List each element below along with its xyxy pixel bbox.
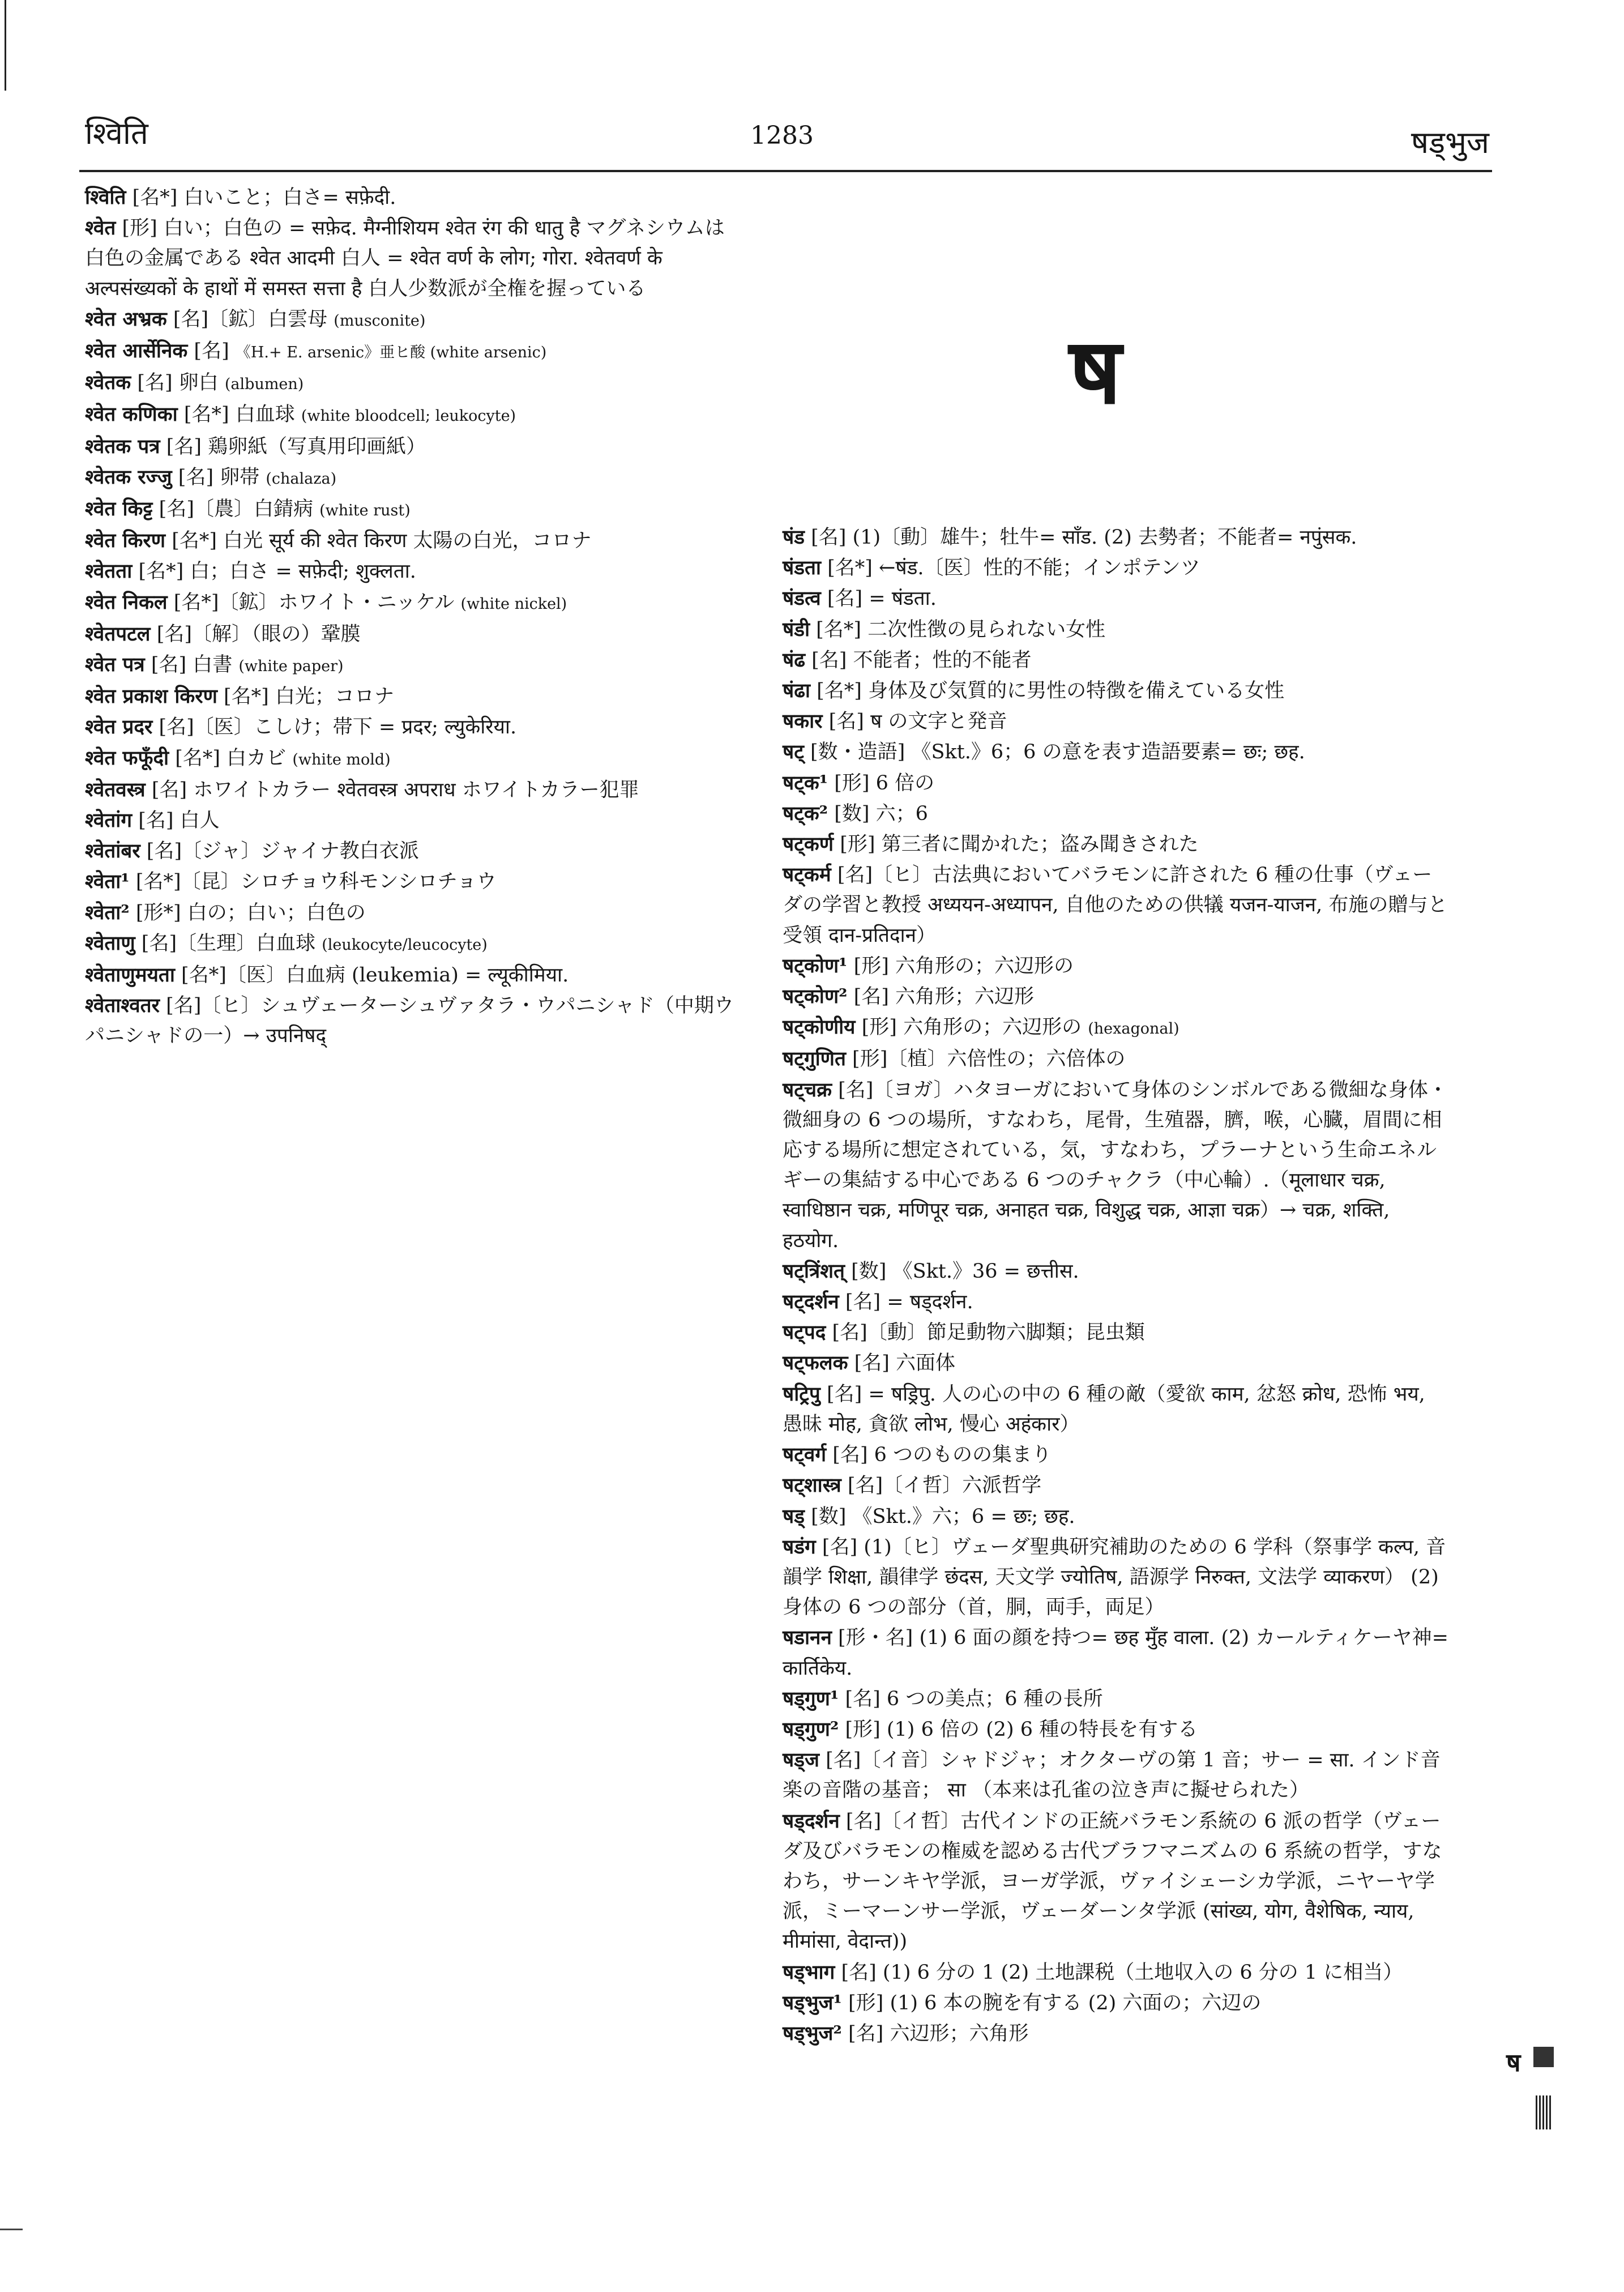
entry-headword: षड्दर्शन bbox=[783, 1809, 840, 1833]
entry-definition: [名]〔鉱〕白雲母 bbox=[173, 308, 328, 331]
entry-definition: [形] 第三者に聞かれた；盗み聞きされた bbox=[840, 833, 1199, 856]
entry-definition: [名] = षड्रिपु. 人の心の中の 6 種の敵（愛欲 काम, 忿怒 क्रोध, 恐怖 भय, 愚昧 मोह, 貪欲 लोभ, 慢心 अहंकार） bbox=[783, 1382, 1425, 1436]
entry-definition: [名]〔イ音〕シャドジャ；オクターヴの第 1 音；サー = सा. インド音楽の音階の基音； सा （本来は孔雀の泣き声に擬せられた） bbox=[783, 1749, 1441, 1802]
entry-definition: [数] 《Skt.》36 = छत्तीस. bbox=[851, 1260, 1079, 1283]
entry-headword: षंड bbox=[783, 526, 805, 549]
entry-definition: [名] 卵帯 bbox=[178, 466, 260, 489]
entry-definition: [名*] 白光；コロナ bbox=[224, 685, 394, 708]
dictionary-entry bbox=[85, 743, 742, 775]
entry-definition: [形・名] (1) 6 面の顔を持つ= छह मुँह वाला. (2) カールティケーヤ神= कार्तिकेय. bbox=[783, 1627, 1448, 1680]
dictionary-entry bbox=[783, 1623, 1451, 1683]
entry-headword: षड्भाग bbox=[783, 1960, 835, 1984]
entry-definition: [数・造語] 《Skt.》6；6 の意を表す造語要素= छः; छह. bbox=[810, 741, 1305, 764]
dictionary-entry bbox=[85, 432, 742, 462]
dictionary-entry bbox=[85, 805, 742, 836]
dictionary-entry bbox=[783, 522, 1451, 553]
entry-headword: श्वेत bbox=[85, 216, 116, 240]
dictionary-entry bbox=[783, 1379, 1451, 1440]
entry-definition: [形] 6 倍の bbox=[834, 771, 935, 795]
dictionary-entry bbox=[85, 304, 742, 336]
entry-headword: श्वेताणुमयता bbox=[85, 963, 175, 987]
dictionary-entry bbox=[85, 587, 742, 619]
entry-headword: श्वेत किरण bbox=[85, 529, 166, 553]
right-column bbox=[783, 522, 1451, 2049]
dictionary-entry bbox=[783, 614, 1451, 645]
entry-headword: षट्कोण¹ bbox=[783, 954, 848, 978]
entry-headword: श्वेत कणिका bbox=[85, 403, 178, 426]
entry-headword: श्वेतांग bbox=[85, 809, 133, 833]
dictionary-entry bbox=[783, 1684, 1451, 1714]
dictionary-entry bbox=[783, 1806, 1451, 1957]
dictionary-entry bbox=[783, 768, 1451, 799]
entry-definition: [名]〔解〕（眼の）鞏膜 bbox=[156, 622, 361, 646]
dictionary-entry bbox=[783, 706, 1451, 737]
entry-headword: षट्शास्त्र bbox=[783, 1474, 841, 1497]
entry-definition: [名*] ←षंड.〔医〕性的不能；インポテンツ bbox=[827, 557, 1200, 580]
entry-headword: षट्गुणित bbox=[783, 1047, 846, 1071]
entry-definition: [名] 六角形；六辺形 bbox=[853, 985, 1035, 1009]
dictionary-entry bbox=[85, 462, 742, 494]
dictionary-entry bbox=[783, 645, 1451, 676]
dictionary-entry bbox=[85, 213, 742, 304]
dictionary-entry bbox=[783, 1348, 1451, 1378]
entry-headword: षट्रिपु bbox=[783, 1382, 820, 1406]
entry-definition: [名]〔農〕白錆病 bbox=[159, 498, 313, 521]
entry-definition: [数] 六；6 bbox=[834, 802, 928, 825]
dictionary-entry bbox=[783, 1012, 1451, 1044]
dictionary-entry bbox=[783, 2018, 1451, 2049]
entry-headword: षडानन bbox=[783, 1626, 832, 1650]
entry-definition: [名] (1)〔動〕雄牛；牡牛= साँड. (2) 去勢者；不能者= नपुंसक. bbox=[811, 526, 1357, 549]
entry-headword: श्वेतक bbox=[85, 371, 131, 395]
entry-headword: श्वेत किट्ट bbox=[85, 497, 153, 521]
entry-headword: श्वेत अभ्रक bbox=[85, 307, 167, 331]
entry-definition: [名] 六面体 bbox=[854, 1352, 956, 1375]
entry-definition: [名] bbox=[194, 340, 229, 363]
entry-headword: षट्त्रिंशत् bbox=[783, 1259, 845, 1283]
entry-headword: षड्भुज² bbox=[783, 2021, 842, 2045]
entry-definition: [数] 《Skt.》六；6 = छः; छह. bbox=[811, 1505, 1075, 1528]
entry-headword: श्वेत प्रकाश किरण bbox=[85, 685, 217, 708]
dictionary-entry bbox=[783, 1745, 1451, 1806]
dictionary-entry bbox=[783, 1256, 1451, 1287]
dictionary-entry bbox=[85, 619, 742, 650]
thumb-index-mark bbox=[1536, 2095, 1553, 2129]
entry-definition: [形] (1) 6 倍の (2) 6 種の特長を有する bbox=[845, 1718, 1198, 1741]
entry-headword: षड् bbox=[783, 1504, 805, 1528]
dictionary-entry bbox=[783, 1075, 1451, 1256]
entry-headword: षंडी bbox=[783, 617, 810, 641]
entry-definition: [形*] 白の；白い；白色の bbox=[135, 901, 366, 924]
header-guide-word-first: श्विति bbox=[85, 116, 148, 151]
entry-definition: [名*] 身体及び気質的に男性の特徴を備えている女性 bbox=[817, 680, 1285, 703]
dictionary-entry bbox=[783, 981, 1451, 1012]
entry-definition: [名*]〔医〕白血病 (leukemia) = ल्यूकीमिया. bbox=[181, 964, 569, 987]
entry-definition: [名] 白人 bbox=[138, 809, 220, 833]
entry-definition: [名] = षंडता. bbox=[827, 587, 937, 611]
entry-headword: श्वेत प्रदर bbox=[85, 715, 153, 739]
dictionary-entry bbox=[783, 1317, 1451, 1348]
entry-headword: श्वेतक पत्र bbox=[85, 434, 160, 458]
entry-definition: [名] 6 つのものの集まり bbox=[832, 1444, 1052, 1467]
entry-definition: [名]〔ヒ〕古法典においてバラモンに許された 6 種の仕事（ヴェーダの学習と教授 अध्ययन-अध्यापन, 自他のための供犠 यजन-याजन, 布施の贈与と受領 दान-प्रतिदान） bbox=[783, 864, 1448, 947]
entry-definition: [名*]〔鉱〕ホワイト・ニッケル bbox=[173, 591, 455, 614]
entry-definition: [形] 六角形の；六辺形の bbox=[853, 954, 1074, 978]
entry-headword: षट्कोण² bbox=[783, 985, 848, 1009]
dictionary-entry bbox=[85, 399, 742, 431]
entry-headword: षट्दर्शन bbox=[783, 1290, 839, 1314]
entry-headword: षकार bbox=[783, 710, 823, 733]
entry-headword: श्वेताणु bbox=[85, 931, 135, 955]
entry-definition: [名*] 白血球 bbox=[183, 403, 295, 426]
entry-headword: षड्गुण¹ bbox=[783, 1687, 839, 1710]
dictionary-entry bbox=[783, 676, 1451, 706]
dictionary-entry bbox=[85, 182, 742, 213]
entry-headword: षट्कर्म bbox=[783, 863, 831, 887]
entry-headword: षट्पद bbox=[783, 1321, 826, 1345]
dictionary-entry bbox=[85, 556, 742, 587]
entry-gloss: (albumen) bbox=[224, 375, 304, 394]
dictionary-entry bbox=[783, 1440, 1451, 1470]
entry-definition: [形] 六角形の；六辺形の bbox=[861, 1016, 1082, 1039]
entry-definition: [名*]〔昆〕シロチョウ科モンシロチョウ bbox=[135, 870, 497, 894]
entry-definition: [名]〔ジャ〕ジャイナ教白衣派 bbox=[146, 840, 419, 863]
dictionary-entry bbox=[783, 1957, 1451, 1988]
entry-definition: [名] 不能者；性的不能者 bbox=[811, 648, 1032, 672]
entry-definition: [名*] 白；白さ = सफ़ेदी; शुक्लता. bbox=[138, 560, 416, 583]
entry-headword: षंढ bbox=[783, 648, 805, 672]
entry-definition: [形] 白い；白色の = सफ़ेद. मैग्नीशियम श्वेत रंग की धातु है マグネシウムは白色の金属である श्वेत आदमी 白人 = श्वेत वर्ण के लोग; गोरा. श्वेतवर्ण के अल्पसंख्यकों के हाथों में समस्त सत्ता है 白人少数派が全権を握っている bbox=[85, 217, 725, 300]
dictionary-entry bbox=[783, 951, 1451, 981]
left-column bbox=[85, 182, 742, 1052]
scan-edge-line bbox=[5, 0, 6, 91]
entry-definition: [形]〔植〕六倍性の；六倍体の bbox=[852, 1048, 1126, 1071]
entry-definition: [名*] 二次性徴の見られない女性 bbox=[816, 618, 1106, 641]
entry-headword: षड्गुण² bbox=[783, 1717, 839, 1741]
entry-headword: श्वेताश्वतर bbox=[85, 994, 160, 1018]
entry-headword: षट्क² bbox=[783, 801, 828, 825]
dictionary-entry bbox=[783, 583, 1451, 614]
entry-gloss: (white paper) bbox=[238, 658, 344, 676]
entry-definition: [名] (1) 6 分の 1 (2) 土地課税（土地収入の 6 分の 1 に相当） bbox=[841, 1961, 1403, 1984]
entry-definition: [名] 卵白 bbox=[137, 372, 219, 395]
dictionary-entry bbox=[783, 737, 1451, 767]
entry-headword: षट्क¹ bbox=[783, 771, 828, 795]
entry-headword: श्वेतक रज्जु bbox=[85, 465, 172, 489]
entry-headword: षंडता bbox=[783, 556, 821, 580]
entry-definition: [名] (1)〔ヒ〕ヴェーダ聖典研究補助のための 6 学科（祭事学 कल्प, 音韻学 शिक्षा, 韻律学 छंदस, 天文学 ज्योतिष, 語源学 निरुक्त, 文法学 व्याकरण） (2) 身体の 6 つの部分（首，胴，両手，両足） bbox=[783, 1535, 1446, 1619]
entry-headword: श्वेत फफूँदी bbox=[85, 746, 169, 770]
entry-gloss: (musconite) bbox=[334, 311, 426, 330]
entry-definition: [名]〔医〕こしけ；帯下 = प्रदर; ल्युकेरिया. bbox=[159, 716, 517, 739]
entry-definition: [形] (1) 6 本の腕を有する (2) 六面の；六辺の bbox=[848, 1991, 1262, 2014]
dictionary-entry bbox=[85, 775, 742, 805]
entry-definition: [名*] 白光 सूर्य की श्वेत किरण 太陽の白光，コロナ bbox=[172, 530, 592, 553]
entry-gloss: 《H.+ E. arsenic》亜ヒ酸 (white arsenic) bbox=[235, 344, 547, 362]
entry-headword: श्वेतता bbox=[85, 560, 133, 583]
dictionary-entry bbox=[85, 650, 742, 681]
entry-headword: श्वेत पत्र bbox=[85, 653, 145, 677]
entry-headword: श्वेतपटल bbox=[85, 622, 151, 646]
dictionary-entry bbox=[783, 1988, 1451, 2018]
entry-headword: षट्कर्ण bbox=[783, 833, 834, 856]
dictionary-entry bbox=[783, 1470, 1451, 1501]
entry-headword: श्विति bbox=[85, 186, 126, 209]
thumb-index-letter: ष bbox=[1506, 2048, 1521, 2077]
entry-headword: षट्चक्र bbox=[783, 1078, 832, 1102]
entry-definition: [名]〔ヒ〕シュヴェーターシュヴァタラ・ウパニシャド（中期ウパニシャドの一）→ उपनिषद् bbox=[85, 995, 734, 1048]
section-letter: ष bbox=[1069, 318, 1122, 424]
page-number: 1283 bbox=[750, 121, 814, 150]
dictionary-entry bbox=[85, 867, 742, 897]
dictionary-entry bbox=[783, 829, 1451, 860]
dictionary-entry bbox=[85, 712, 742, 742]
dictionary-entry bbox=[783, 799, 1451, 829]
entry-headword: श्वेता² bbox=[85, 900, 130, 924]
dictionary-entry bbox=[85, 526, 742, 556]
entry-headword: श्वेता¹ bbox=[85, 870, 130, 894]
dictionary-entry bbox=[85, 991, 742, 1051]
dictionary-entry bbox=[85, 960, 742, 991]
entry-headword: षट्कोणीय bbox=[783, 1015, 856, 1039]
entry-headword: षट् bbox=[783, 740, 804, 764]
entry-definition: [名] = षड्दर्शन. bbox=[845, 1291, 973, 1314]
dictionary-entry bbox=[85, 368, 742, 399]
entry-headword: षंढा bbox=[783, 679, 811, 703]
entry-gloss: (white mold) bbox=[292, 750, 391, 769]
thumb-index-block bbox=[1533, 2047, 1554, 2067]
entry-headword: षड्ज bbox=[783, 1748, 819, 1772]
dictionary-entry bbox=[85, 681, 742, 712]
entry-definition: [名] 6 つの美点；6 種の長所 bbox=[845, 1687, 1103, 1710]
entry-headword: षंडत्व bbox=[783, 587, 821, 611]
entry-headword: षड्भुज¹ bbox=[783, 1991, 842, 2014]
dictionary-entry bbox=[85, 836, 742, 867]
page-header bbox=[85, 111, 1489, 162]
header-guide-word-last: षड्भुज bbox=[1411, 125, 1489, 160]
scan-edge-mark bbox=[0, 2229, 23, 2230]
entry-definition: [名] ホワイトカラー श्वेतवस्त्र अपराध ホワイトカラー犯罪 bbox=[151, 778, 639, 801]
entry-definition: [名] 鶏卵紙（写真用印画紙） bbox=[166, 435, 426, 458]
entry-definition: [名]〔イ哲〕古代インドの正統バラモン系統の 6 派の哲学（ヴェーダ及びバラモンの権威を認める古代ブラフマニズムの 6 系統の哲学，すなわち，サーンキヤ学派，ヨーガ学派，ヴァイシェーシカ学派，ニヤーヤ学派，ミーマーンサー学派，ヴェーダーンタ学派 (सांख्य, योग, वैशेषिक, न्याय, मीमांसा, वेदान्त)) bbox=[783, 1809, 1442, 1953]
entry-headword: षट्फलक bbox=[783, 1351, 848, 1375]
entry-headword: श्वेतवस्त्र bbox=[85, 778, 146, 801]
header-rule bbox=[79, 170, 1492, 172]
entry-headword: षट्वर्ग bbox=[783, 1443, 827, 1467]
entry-definition: [名*] 白カビ bbox=[175, 746, 287, 770]
dictionary-entry bbox=[783, 1501, 1451, 1532]
entry-gloss: (white nickel) bbox=[460, 595, 567, 613]
entry-definition: [名]〔生理〕白血球 bbox=[141, 932, 316, 955]
entry-definition: [名]〔動〕節足動物六脚類；昆虫類 bbox=[832, 1321, 1145, 1345]
entry-gloss: (leukocyte/leucocyte) bbox=[322, 936, 488, 954]
entry-gloss: (white rust) bbox=[319, 502, 411, 520]
dictionary-entry bbox=[783, 553, 1451, 583]
entry-headword: श्वेतांबर bbox=[85, 839, 140, 863]
entry-definition: [名]〔ヨガ〕ハタヨーガにおいて身体のシンボルである微細な身体・微細身の 6 つの場所，すなわち，尾骨，生殖器，臍，喉，心臓，眉間に相応する場所に想定されている，気，すなわち，プラーナという生命エネルギーの集結する中心である 6 つのチャクラ（中心輪）.（मूलाधार चक्र, स्वाधिष्ठान चक्र, मणिपूर चक्र, अनाहत चक्र, विशुद्ध चक्र, आज्ञा चक्र）→ चक्र, शक्ति, हठयोग. bbox=[783, 1078, 1448, 1252]
entry-headword: षडंग bbox=[783, 1535, 816, 1559]
entry-headword: श्वेत आर्सेनिक bbox=[85, 339, 188, 363]
entry-definition: [名] ष の文字と発音 bbox=[828, 710, 1007, 733]
entry-definition: [名] 六辺形；六角形 bbox=[848, 2022, 1029, 2045]
dictionary-entry bbox=[783, 1287, 1451, 1317]
dictionary-entry bbox=[783, 1044, 1451, 1074]
dictionary-entry bbox=[85, 336, 742, 368]
dictionary-entry bbox=[85, 928, 742, 960]
entry-headword: श्वेत निकल bbox=[85, 590, 168, 614]
dictionary-entry bbox=[85, 898, 742, 928]
entry-gloss: (chalaza) bbox=[266, 470, 337, 488]
dictionary-entry bbox=[783, 1532, 1451, 1623]
entry-definition: [名]〔イ哲〕六派哲学 bbox=[847, 1474, 1042, 1497]
entry-definition: [名] 白書 bbox=[151, 654, 233, 677]
dictionary-entry bbox=[85, 494, 742, 526]
entry-gloss: (white bloodcell; leukocyte) bbox=[301, 407, 516, 425]
entry-definition: [名*] 白いこと；白さ= सफ़ेदी. bbox=[132, 186, 396, 209]
dictionary-entry bbox=[783, 1714, 1451, 1745]
entry-gloss: (hexagonal) bbox=[1088, 1020, 1179, 1038]
dictionary-entry bbox=[783, 860, 1451, 951]
